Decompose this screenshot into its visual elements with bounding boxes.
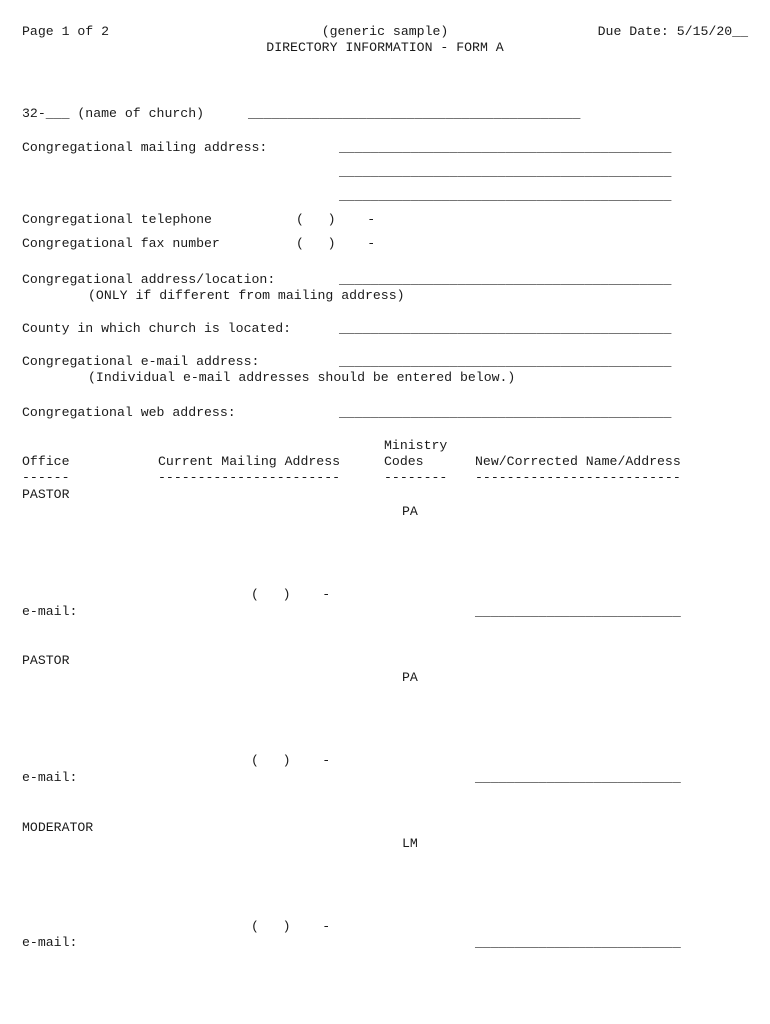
web-field[interactable]: __________________________________________	[339, 405, 672, 420]
location-field[interactable]: __________________________________________	[339, 272, 672, 287]
row-phone-field[interactable]: ( ) -	[251, 753, 331, 768]
row-phone-field[interactable]: ( ) -	[251, 919, 331, 934]
row-office: PASTOR	[22, 487, 70, 502]
web-label: Congregational web address:	[22, 405, 236, 420]
mailing-address-field-2[interactable]: __________________________________________	[339, 164, 672, 179]
email-note: (Individual e-mail addresses should be entered below.)	[88, 370, 516, 385]
row-phone-field[interactable]: ( ) -	[251, 587, 331, 602]
row-office: MODERATOR	[22, 820, 94, 835]
county-label: County in which church is located:	[22, 321, 292, 336]
row-ministry-code: PA	[402, 670, 418, 685]
email-field[interactable]: __________________________________________	[339, 354, 672, 369]
col-new: New/Corrected Name/Address	[475, 454, 681, 469]
location-note: (ONLY if different from mailing address)	[88, 288, 405, 303]
county-field[interactable]: __________________________________________	[339, 321, 672, 336]
church-name-field[interactable]: __________________________________________	[248, 106, 581, 121]
col-office: Office	[22, 454, 70, 469]
row-office: PASTOR	[22, 653, 70, 668]
due-date: Due Date: 5/15/20__	[597, 24, 748, 39]
sample-label: (generic sample)	[321, 24, 449, 39]
mailing-address-label: Congregational mailing address:	[22, 140, 268, 155]
col-new-rule: --------------------------	[475, 470, 681, 485]
telephone-field[interactable]: ( ) -	[296, 212, 376, 227]
church-name-label: 32-___ (name of church)	[22, 106, 205, 121]
row-ministry-code: PA	[402, 504, 418, 519]
row-email-field[interactable]: __________________________	[475, 604, 681, 619]
row-email-field[interactable]: __________________________	[475, 935, 681, 950]
location-label: Congregational address/location:	[22, 272, 276, 287]
row-ministry-code: LM	[402, 836, 418, 851]
email-label: Congregational e-mail address:	[22, 354, 260, 369]
page-number: Page 1 of 2	[22, 24, 110, 39]
mailing-address-field-3[interactable]: __________________________________________	[339, 188, 672, 203]
row-email-label: e-mail:	[22, 770, 78, 785]
col-codes-top: Ministry	[384, 438, 448, 453]
col-mailing-rule: -----------------------	[158, 470, 341, 485]
fax-label: Congregational fax number	[22, 236, 220, 251]
fax-field[interactable]: ( ) -	[296, 236, 376, 251]
mailing-address-field-1[interactable]: __________________________________________	[339, 140, 672, 155]
col-codes: Codes	[384, 454, 424, 469]
row-email-label: e-mail:	[22, 604, 78, 619]
row-email-label: e-mail:	[22, 935, 78, 950]
telephone-label: Congregational telephone	[22, 212, 212, 227]
form-title: DIRECTORY INFORMATION - FORM A	[266, 40, 504, 55]
col-office-rule: ------	[22, 470, 70, 485]
row-email-field[interactable]: __________________________	[475, 770, 681, 785]
col-codes-rule: --------	[384, 470, 448, 485]
col-mailing: Current Mailing Address	[158, 454, 341, 469]
